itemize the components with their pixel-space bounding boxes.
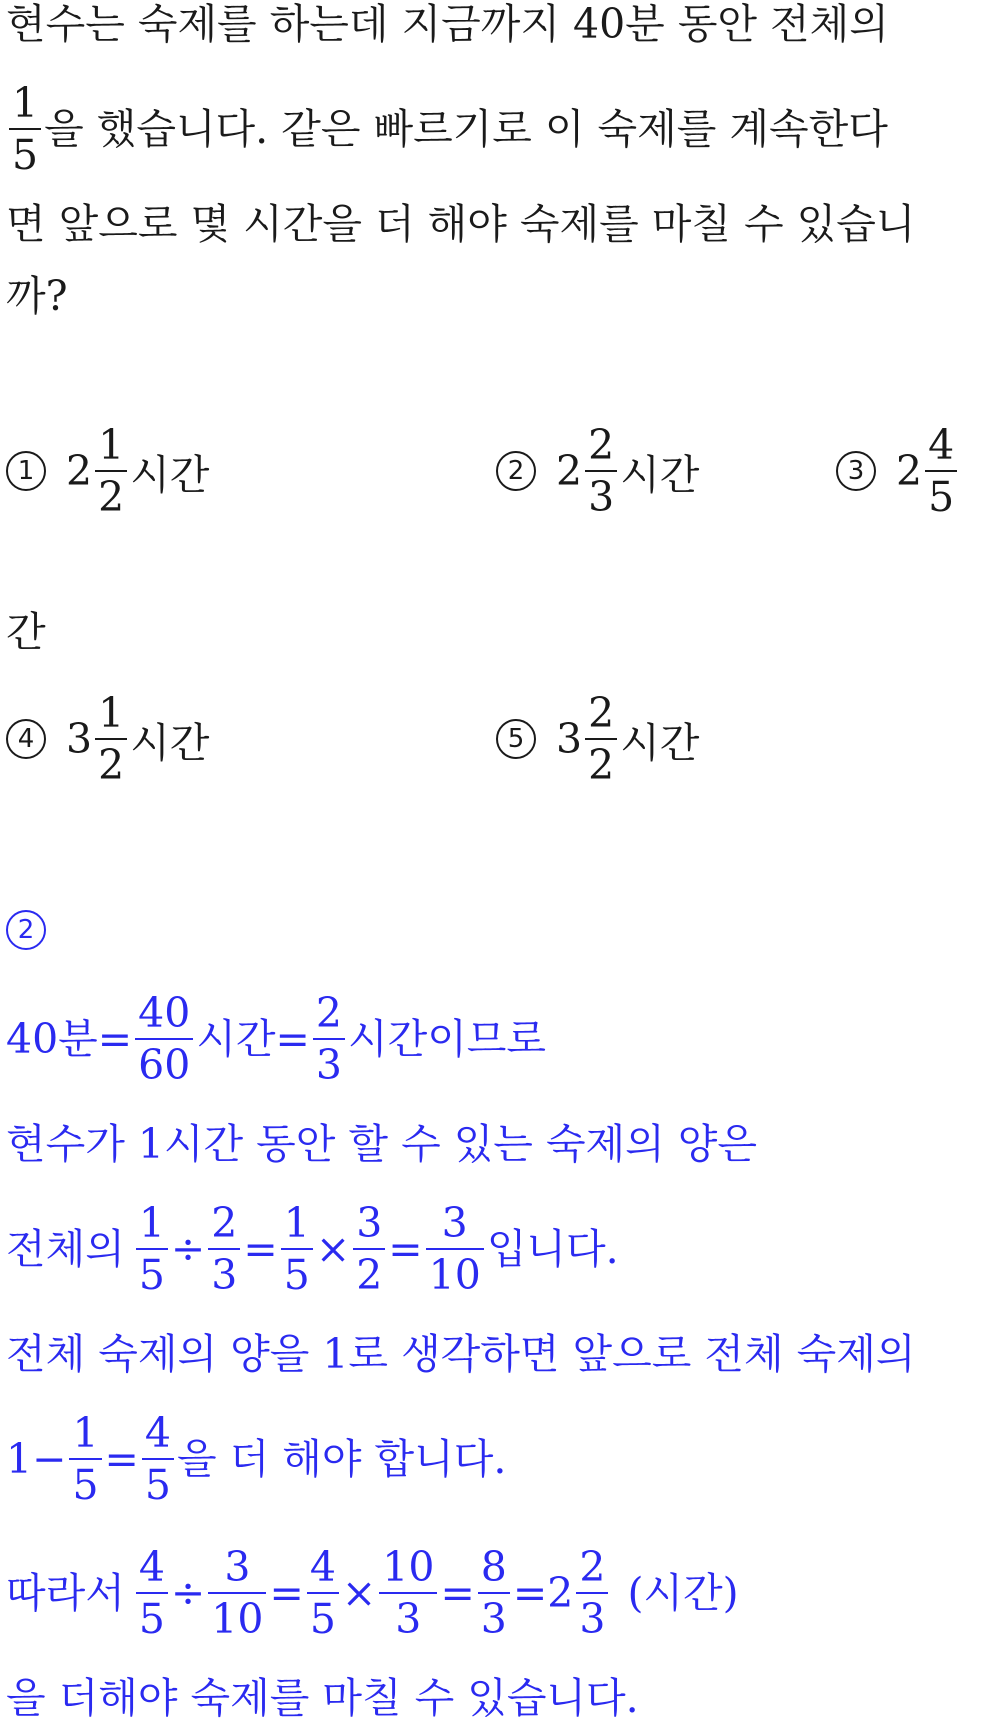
fraction — [281, 1198, 313, 1300]
solution-line-4: 전체 숙제의 양을 1로 생각하면 앞으로 전체 숙제의 — [6, 1330, 916, 1378]
text: 입니다. — [486, 1225, 619, 1273]
question-line-2 — [6, 78, 888, 180]
text: 40분= — [6, 1015, 133, 1063]
denominator: 3 — [588, 473, 615, 521]
denominator: 5 — [138, 1251, 165, 1299]
question-line-1: 현수는 숙제를 하는데 지금까지 40분 동안 전체의 — [6, 0, 889, 48]
solution-line-1 — [6, 988, 546, 1090]
text: 전체의 — [6, 1225, 125, 1273]
operator: × — [315, 1225, 351, 1273]
text: 시간= — [196, 1015, 310, 1063]
denominator: 5 — [12, 131, 39, 179]
numerator: 1 — [283, 1199, 310, 1247]
operator: ÷ — [170, 1225, 206, 1273]
option-unit: 시간 — [130, 450, 210, 499]
fraction — [313, 988, 345, 1090]
option-5[interactable] — [496, 688, 699, 790]
operator: = — [388, 1225, 423, 1273]
question-line-4: 까? — [6, 272, 68, 320]
numerator: 10 — [382, 1543, 435, 1591]
denominator: 60 — [138, 1041, 191, 1089]
text: 을 더 해야 합니다. — [177, 1435, 507, 1483]
option-2[interactable] — [496, 420, 699, 522]
operator: = — [243, 1225, 278, 1273]
fraction — [69, 1408, 101, 1510]
fraction — [95, 688, 127, 790]
operator: =2 — [512, 1569, 574, 1617]
solution-line-5 — [6, 1408, 506, 1510]
numerator: 4 — [309, 1543, 336, 1591]
question-text: 을 했습니다. 같은 빠르기로 이 숙제를 계속한다 — [44, 105, 888, 153]
option-4[interactable] — [6, 688, 209, 790]
denominator: 3 — [579, 1595, 606, 1643]
option-whole: 2 — [66, 447, 93, 495]
fraction — [9, 78, 41, 180]
denominator: 2 — [588, 741, 615, 789]
fraction — [478, 1542, 510, 1644]
denominator: 10 — [428, 1251, 481, 1299]
text: 1− — [6, 1435, 67, 1483]
text: 시간이므로 — [347, 1015, 547, 1063]
operator: = — [269, 1569, 304, 1617]
denominator: 3 — [395, 1595, 422, 1643]
numerator: 3 — [224, 1543, 251, 1591]
option-1[interactable] — [6, 420, 209, 522]
operator: = — [104, 1435, 139, 1483]
numerator: 1 — [12, 79, 39, 127]
option-whole: 2 — [896, 447, 923, 495]
numerator: 4 — [928, 421, 955, 469]
option-3[interactable] — [836, 420, 960, 522]
numerator: 4 — [138, 1543, 165, 1591]
question-line-3: 면 앞으로 몇 시간을 더 해야 숙제를 마칠 수 있습니 — [6, 200, 916, 248]
denominator: 2 — [98, 473, 125, 521]
denominator: 2 — [356, 1251, 383, 1299]
numerator: 2 — [588, 421, 615, 469]
numerator: 1 — [72, 1409, 99, 1457]
denominator: 3 — [211, 1251, 238, 1299]
denominator: 3 — [480, 1595, 507, 1643]
operator: ÷ — [170, 1569, 206, 1617]
numerator: 2 — [315, 989, 342, 1037]
fraction — [925, 420, 957, 522]
option-unit: 시간 — [620, 718, 700, 767]
option-number-circle: 1 — [6, 451, 46, 491]
denominator: 5 — [283, 1251, 310, 1299]
fraction — [136, 1198, 168, 1300]
denominator: 10 — [211, 1595, 264, 1643]
fraction — [426, 1198, 484, 1300]
fraction — [136, 1542, 168, 1644]
denominator: 5 — [309, 1595, 336, 1643]
numerator: 3 — [441, 1199, 468, 1247]
fraction — [142, 1408, 174, 1510]
answer-number-circle: 2 — [6, 910, 46, 950]
option-whole: 3 — [556, 715, 583, 763]
option-number-circle: 4 — [6, 719, 46, 759]
fraction — [379, 1542, 437, 1644]
option-unit: 시간 — [620, 450, 700, 499]
numerator: 1 — [138, 1199, 165, 1247]
fraction — [576, 1542, 608, 1644]
option-number-circle: 5 — [496, 719, 536, 759]
numerator: 2 — [211, 1199, 238, 1247]
solution-line-7: 을 더해야 숙제를 마칠 수 있습니다. — [6, 1674, 639, 1722]
solution-line-2: 현수가 1시간 동안 할 수 있는 숙제의 양은 — [6, 1120, 758, 1168]
fraction — [208, 1542, 266, 1644]
numerator: 4 — [144, 1409, 171, 1457]
fraction — [585, 688, 617, 790]
denominator: 2 — [98, 741, 125, 789]
numerator: 40 — [138, 989, 191, 1037]
option-whole: 2 — [556, 447, 583, 495]
option-number-circle: 2 — [496, 451, 536, 491]
solution-line-6 — [6, 1542, 739, 1644]
numerator: 2 — [588, 689, 615, 737]
fraction — [353, 1198, 385, 1300]
denominator: 3 — [315, 1041, 342, 1089]
numerator: 2 — [579, 1543, 606, 1591]
denominator: 5 — [72, 1461, 99, 1509]
denominator: 5 — [144, 1461, 171, 1509]
fraction — [208, 1198, 240, 1300]
fraction — [307, 1542, 339, 1644]
numerator: 1 — [98, 689, 125, 737]
numerator: 3 — [356, 1199, 383, 1247]
fraction — [135, 988, 193, 1090]
text: (시간) — [627, 1569, 739, 1617]
answer-mark — [6, 910, 66, 950]
numerator: 8 — [480, 1543, 507, 1591]
option-whole: 3 — [66, 715, 93, 763]
denominator: 5 — [138, 1595, 165, 1643]
denominator: 5 — [928, 473, 955, 521]
numerator: 1 — [98, 421, 125, 469]
operator: = — [440, 1569, 475, 1617]
fraction — [585, 420, 617, 522]
option-3-wrap: 간 — [6, 608, 46, 656]
operator: × — [341, 1569, 377, 1617]
solution-line-3 — [6, 1198, 619, 1300]
option-unit: 시간 — [130, 718, 210, 767]
fraction — [95, 420, 127, 522]
text: 따라서 — [6, 1569, 125, 1617]
option-number-circle: 3 — [836, 451, 876, 491]
